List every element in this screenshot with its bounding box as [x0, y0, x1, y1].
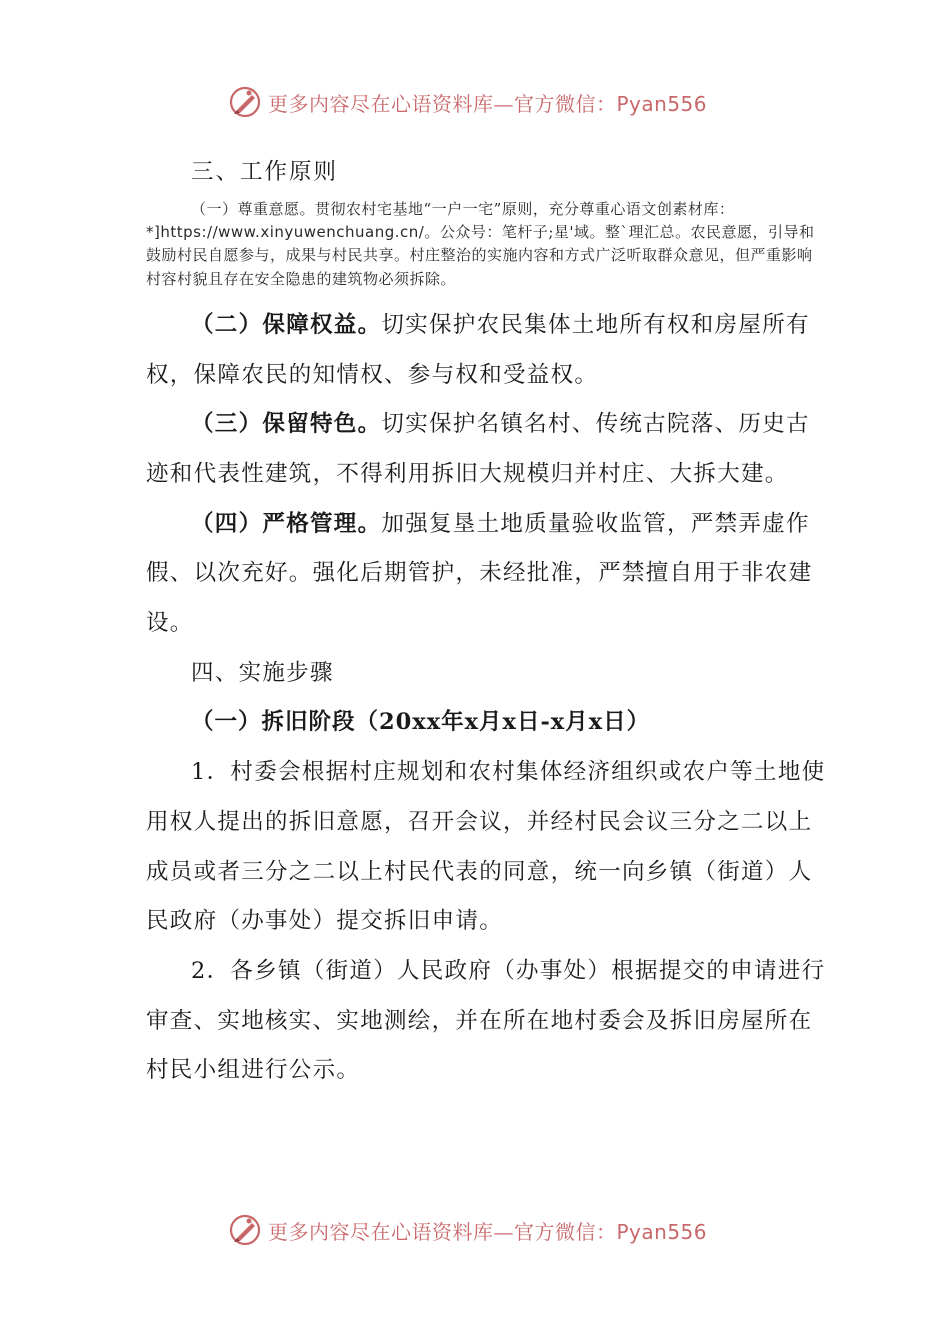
watermark-banner-bottom: [228, 1210, 748, 1250]
paragraph-protect-rights: （二）保障权益。切实保护农民集体土地所有权和房屋所有权，保障农民的知情权、参与权和受益权。: [146, 311, 810, 388]
watermark-text: 更多内容尽在心语资料库—官方微信：Pyan556: [268, 91, 708, 116]
watermark-banner-top: [228, 82, 748, 122]
pen-logo-icon: [228, 85, 262, 119]
source-url: *]https://www.xinyuwenchuang.cn/: [146, 223, 425, 242]
pen-logo-icon: [228, 1213, 262, 1247]
paragraph-respect-will: （一）尊重意愿。贯彻农村宅基地“一户一宅”原则，充分尊重心语文创素材库：*]https://www.xinyuwenchuang.cn/。公众号：笔杆子;星'域。整`理汇总。农民意愿，引导和鼓励村民自愿参与，成果与村民共享。村庄整治的实施内容和方式广泛听取群众意见，但严重影响村容村貌且存在安全隐患的建筑物必须拆除。: [146, 200, 815, 288]
section-heading: 四、实施步骤: [191, 659, 334, 686]
paragraph-preserve-features: （三）保留特色。切实保护名镇名村、传统古院落、历史古迹和代表性建筑，不得利用拆旧大规模归并村庄、大拆大建。: [146, 411, 810, 487]
list-item: 2．各乡镇（街道）人民政府（办事处）根据提交的申请进行审查、实地核实、实地测绘，并在所在地村委会及拆旧房屋所在村民小组进行公示。: [146, 957, 826, 1084]
watermark-text: 更多内容尽在心语资料库—官方微信：Pyan556: [268, 1219, 708, 1244]
list-item: 1．村委会根据村庄规划和农村集体经济组织或农户等土地使用权人提出的拆旧意愿，召开会议，并经村民会议三分之二以上成员或者三分之二以上村民代表的同意，统一向乡镇（街道）人民政府（办事处）提交拆旧申请。: [146, 759, 826, 935]
paragraph-strict-management: （四）严格管理。加强复垦土地质量验收监管，严禁弄虚作假、以次充好。强化后期管护，未经批准，严禁擅自用于非农建设。: [146, 510, 813, 637]
document-body: [146, 150, 826, 1096]
step-heading: （一）拆旧阶段（20xx年x月x日-x月x日）: [191, 709, 651, 736]
section-heading: 三、工作原则: [191, 159, 339, 185]
